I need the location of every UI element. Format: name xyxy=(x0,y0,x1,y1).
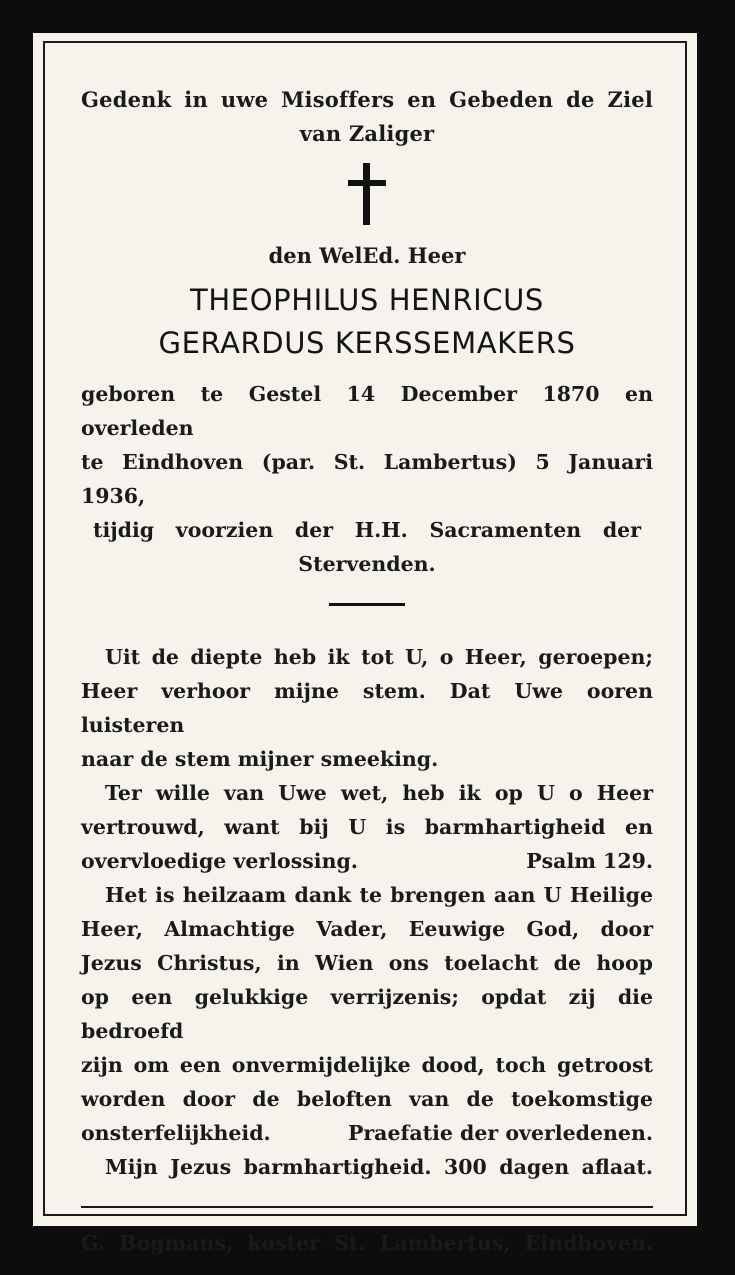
bio-line-3: tijdig voorzien der H.H. Sacramenten der xyxy=(93,518,641,542)
psalm-source: Psalm 129. xyxy=(526,849,653,873)
invocation-line-2: van Zaliger xyxy=(299,121,435,146)
prayer-line: vertrouwd, want bij U is barmhartigheid en xyxy=(81,815,653,839)
salutation: den WelEd. Heer xyxy=(268,243,466,268)
prayer-line: Heer verhoor mijne stem. Dat Uwe ooren luisteren xyxy=(81,679,653,737)
prayer-line: Heer, Almachtige Vader, Eeuwige God, door xyxy=(81,917,653,941)
card-content xyxy=(81,83,653,1260)
printer-footer: G. Bogmans, koster St. Lambertus, Eindhoven. xyxy=(81,1231,653,1255)
prayer-line: overvloedige verlossing. xyxy=(81,849,358,873)
name-line-2: GERARDUS KERSSEMAKERS xyxy=(158,326,576,360)
bio-line-4: Stervenden. xyxy=(298,552,436,576)
short-divider xyxy=(329,603,405,606)
prayer-line: op een gelukkige verrijzenis; opdat zij die bedroefd xyxy=(81,985,653,1043)
prayer-line-with-source xyxy=(81,844,653,878)
prayer-line-with-source xyxy=(81,1116,653,1150)
deceased-name xyxy=(81,279,653,365)
prayer-line: zijn om een onvermijdelijke dood, toch getroost xyxy=(81,1053,653,1077)
biography xyxy=(81,377,653,581)
prayer-line: onsterfelijkheid. xyxy=(81,1121,271,1145)
memorial-card xyxy=(33,33,697,1255)
name-line-1: THEOPHILUS HENRICUS xyxy=(190,283,544,317)
cross-icon xyxy=(347,163,387,227)
bio-line-1: geboren te Gestel 14 December 1870 en overleden xyxy=(81,382,653,440)
prayer-line: Uit de diepte heb ik tot U, o Heer, geroepen; xyxy=(105,645,653,669)
prayer-line: Jezus Christus, in Wien ons toelacht de hoop xyxy=(81,951,653,975)
prayer-line: Ter wille van Uwe wet, heb ik op U o Heer xyxy=(105,781,653,805)
prayer-line: naar de stem mijner smeeking. xyxy=(81,747,439,771)
preface-source: Praefatie der overledenen. xyxy=(347,1121,653,1145)
long-divider xyxy=(81,1206,653,1208)
invocation xyxy=(81,83,653,151)
bio-line-2: te Eindhoven (par. St. Lambertus) 5 Januari 1936, xyxy=(81,450,653,508)
prayer-line: worden door de beloften van de toekomstige xyxy=(81,1087,653,1111)
prayer-line: Het is heilzaam dank te brengen aan U Heilige xyxy=(105,883,653,907)
invocation-line-1: Gedenk in uwe Misoffers en Gebeden de Ziel xyxy=(81,87,653,112)
indulgence-line: Mijn Jezus barmhartigheid. 300 dagen aflaat. xyxy=(105,1155,653,1179)
prayer-text xyxy=(81,640,653,1184)
